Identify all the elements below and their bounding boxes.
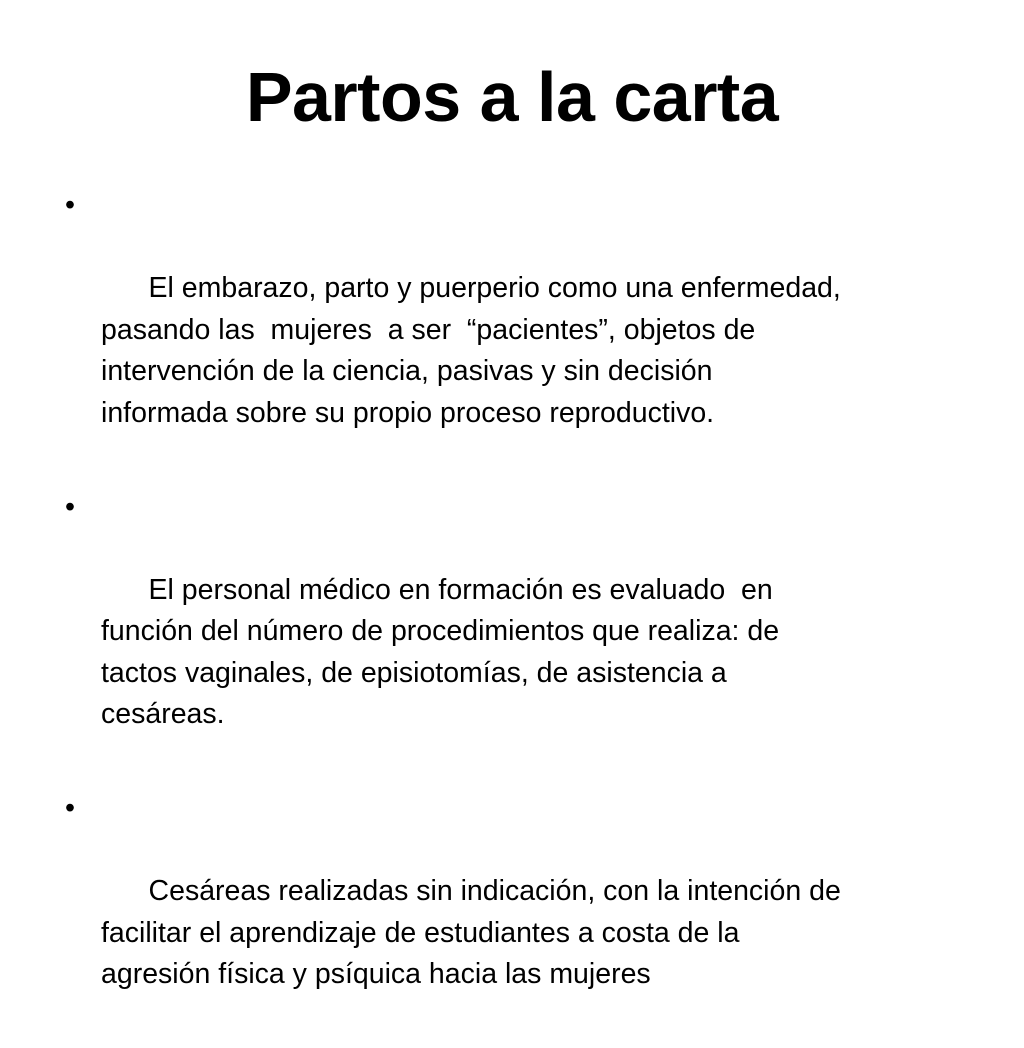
list-item [60,487,960,778]
slide-title: Partos a la carta [245,58,779,136]
bullet-text: El personal médico en formación es evaluado en función del número de procedimientos que realiza: de tactos vaginales, de episiotomías, de asistencia a cesáreas. [101,573,780,730]
bullet-dot-icon: • [65,189,75,221]
list-item [60,185,960,476]
bullet-dot-icon: • [65,490,75,523]
bullet-text: Cesáreas realizadas sin indicación, con la intención de facilitar el aprendizaje de estudiantes a costa de la agresión física y psíquica hacia las mujeres [101,875,841,990]
bullet-text: El embarazo, parto y puerperio como una enfermedad, pasando las mujeres a ser “pacientes”, objetos de intervención de la ciencia, pasivas y sin decisión informada sobre su propio proceso reproductivo. [101,272,841,429]
list-item [60,788,960,1037]
bullet-dot-icon: • [65,792,75,824]
bullet-list [60,185,960,1048]
